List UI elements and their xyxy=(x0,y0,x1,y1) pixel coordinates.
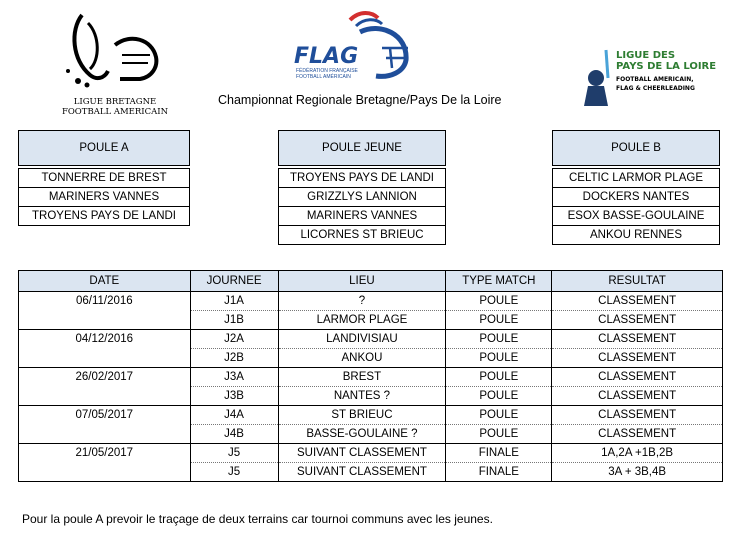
type-cell: FINALE xyxy=(446,463,552,482)
table-row xyxy=(19,349,723,368)
type-cell: FINALE xyxy=(446,444,552,463)
resultat-cell: 1A,2A +1B,2B xyxy=(552,444,723,463)
right-logo-line3: FOOTBALL AMERICAIN, xyxy=(616,76,694,83)
col-header-resultat: RESULTAT xyxy=(552,271,723,292)
pool-b-team: ESOX BASSE-GOULAINE xyxy=(553,207,720,226)
center-logo-line1: FÉDÉRATION FRANÇAISE xyxy=(296,68,358,74)
type-cell: POULE xyxy=(446,330,552,349)
journee-cell: J1A xyxy=(190,292,278,311)
pool-b-table xyxy=(552,130,720,245)
pool-jeune-table xyxy=(278,130,446,245)
resultat-cell: CLASSEMENT xyxy=(552,425,723,444)
col-header-journee: JOURNEE xyxy=(190,271,278,292)
footnote: Pour la poule A prevoir le traçage de deux terrains car tournoi communs avec les jeunes. xyxy=(22,512,493,526)
resultat-cell: CLASSEMENT xyxy=(552,349,723,368)
center-logo-line2: FOOTBALL AMÉRICAIN xyxy=(296,74,351,80)
pool-a-team: MARINERS VANNES xyxy=(19,188,190,207)
pool-jeune-team: GRIZZLYS LANNION xyxy=(279,188,446,207)
table-row xyxy=(19,425,723,444)
pool-jeune-team: MARINERS VANNES xyxy=(279,207,446,226)
table-row xyxy=(19,311,723,330)
lieu-cell: SUIVANT CLASSEMENT xyxy=(278,444,446,463)
table-row xyxy=(19,444,723,463)
lieu-cell: ANKOU xyxy=(278,349,446,368)
journee-cell: J5 xyxy=(190,444,278,463)
right-logo-line4: FLAG & CHEERLEADING xyxy=(616,85,695,92)
journee-cell: J5 xyxy=(190,463,278,482)
date-cell: 04/12/2016 xyxy=(19,330,191,349)
pool-jeune-team: TROYENS PAYS DE LANDI xyxy=(279,169,446,188)
table-row xyxy=(19,368,723,387)
date-cell xyxy=(19,311,191,330)
table-row xyxy=(19,292,723,311)
col-header-lieu: LIEU xyxy=(278,271,446,292)
type-cell: POULE xyxy=(446,349,552,368)
journee-cell: J4A xyxy=(190,406,278,425)
pool-a-table xyxy=(18,130,190,226)
pool-b-team: DOCKERS NANTES xyxy=(553,188,720,207)
lieu-cell: NANTES ? xyxy=(278,387,446,406)
ermine-helmet-icon xyxy=(60,5,170,95)
type-cell: POULE xyxy=(446,406,552,425)
pool-jeune-title: POULE JEUNE xyxy=(279,131,446,166)
type-cell: POULE xyxy=(446,425,552,444)
table-row xyxy=(19,387,723,406)
date-cell: 07/05/2017 xyxy=(19,406,191,425)
pool-a-team: TONNERRE DE BREST xyxy=(19,169,190,188)
date-cell xyxy=(19,387,191,406)
right-logo-line2: PAYS DE LA LOIRE xyxy=(616,61,717,72)
flag-federation-logo xyxy=(290,8,420,83)
lieu-cell: BASSE-GOULAINE ? xyxy=(278,425,446,444)
lieu-cell: LANDIVISIAU xyxy=(278,330,446,349)
type-cell: POULE xyxy=(446,368,552,387)
date-cell: 06/11/2016 xyxy=(19,292,191,311)
lieu-cell: BREST xyxy=(278,368,446,387)
type-cell: POULE xyxy=(446,292,552,311)
type-cell: POULE xyxy=(446,311,552,330)
journee-cell: J4B xyxy=(190,425,278,444)
ligue-pays-de-la-loire-logo xyxy=(578,48,732,113)
resultat-cell: 3A + 3B,4B xyxy=(552,463,723,482)
journee-cell: J3A xyxy=(190,368,278,387)
right-logo-line1: LIGUE DES xyxy=(616,50,676,61)
left-logo-line2: FOOTBALL AMERICAIN xyxy=(61,107,169,117)
resultat-cell: CLASSEMENT xyxy=(552,311,723,330)
pool-a-title: POULE A xyxy=(19,131,190,166)
pool-b-team: ANKOU RENNES xyxy=(553,226,720,245)
flag-logo-word: FLAG xyxy=(294,44,359,69)
journee-cell: J2A xyxy=(190,330,278,349)
resultat-cell: CLASSEMENT xyxy=(552,406,723,425)
date-cell xyxy=(19,349,191,368)
resultat-cell: CLASSEMENT xyxy=(552,368,723,387)
journee-cell: J1B xyxy=(190,311,278,330)
col-header-type-match: TYPE MATCH xyxy=(446,271,552,292)
lieu-cell: LARMOR PLAGE xyxy=(278,311,446,330)
date-cell: 21/05/2017 xyxy=(19,444,191,463)
pool-jeune-team: LICORNES ST BRIEUC xyxy=(279,226,446,245)
journee-cell: J3B xyxy=(190,387,278,406)
championship-title: Championnat Regionale Bretagne/Pays De la Loire xyxy=(218,93,502,107)
resultat-cell: CLASSEMENT xyxy=(552,387,723,406)
date-cell xyxy=(19,463,191,482)
schedule-table xyxy=(18,270,723,482)
lieu-cell: ? xyxy=(278,292,446,311)
table-row xyxy=(19,406,723,425)
pool-a-team: TROYENS PAYS DE LANDI xyxy=(19,207,190,226)
lieu-cell: SUIVANT CLASSEMENT xyxy=(278,463,446,482)
journee-cell: J2B xyxy=(190,349,278,368)
resultat-cell: CLASSEMENT xyxy=(552,292,723,311)
date-cell xyxy=(19,425,191,444)
col-header-date: DATE xyxy=(19,271,191,292)
table-row xyxy=(19,330,723,349)
lieu-cell: ST BRIEUC xyxy=(278,406,446,425)
pool-b-team: CELTIC LARMOR PLAGE xyxy=(553,169,720,188)
pool-b-title: POULE B xyxy=(553,131,720,166)
left-logo-line1: LIGUE BRETAGNE xyxy=(73,97,157,107)
type-cell: POULE xyxy=(446,387,552,406)
table-row xyxy=(19,463,723,482)
ligue-bretagne-logo xyxy=(60,5,170,120)
resultat-cell: CLASSEMENT xyxy=(552,330,723,349)
date-cell: 26/02/2017 xyxy=(19,368,191,387)
player-icon xyxy=(578,48,618,110)
